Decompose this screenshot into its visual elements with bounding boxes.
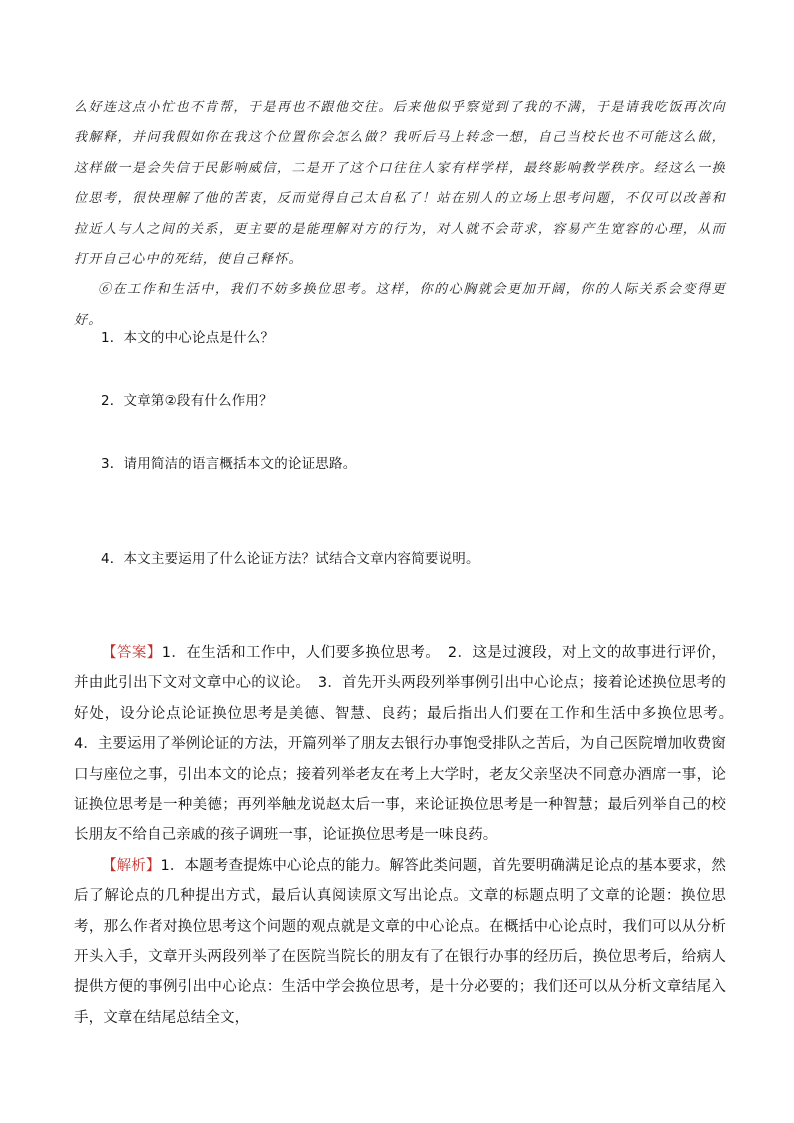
question-2: 2．文章第②段有什么作用？ [101,393,273,409]
passage-paragraph-5-continuation: 么好连这点小忙也不肯帮，于是再也不跟他交往。后来他似乎察觉到了我的不满，于是请我吃饭再次向我解释，并问我假如你在我这个位置你会怎么做？我听后马上转念一想，自己当校长也不可能这么做，这样做一是会失信于民影响威信，二是开了这个口往往人家有样学样，最终影响教学秩序。经这么一换位思考，很快理解了他的苦衷，反而觉得自己太自私了！站在别人的立场上思考问题，不仅可以改善和拉近人与人之间的关系，更主要的是能理解对方的行为，对人就不会苛求，容易产生宽容的心理，从而打开自己心中的死结，使自己释怀。 [74,100,726,268]
question-3: 3．请用简洁的语言概括本文的论证思路。 [101,456,357,472]
answer-section [74,638,741,1033]
analysis-paragraph [74,851,726,1033]
answer-paragraph [74,638,741,851]
analysis-label: 【解析】 [102,857,161,874]
question-4: 4．本文主要运用了什么论证方法？试结合文章内容简要说明。 [101,551,480,567]
passage-paragraph-6: ⑥在工作和生活中，我们不妨多换位思考。这样，你的心胸就会更加开阔，你的人际关系会变得更好。 [74,282,726,328]
answer-label: 【答案】 [102,645,162,661]
answer-text: 1．在生活和工作中，人们要多换位思考。 2．这是过渡段，对上文的故事进行评价，并由此引出下文对文章中心的议论。 3．首先开头两段列举事例引出中心论点；接着论述换位思考的好处，设分论点论证换位思考是美德、智慧、良药；最后指出人们要在工作和生活中多换位思考。 4．主要运用了举例论证的方法，开篇列举了朋友去银行办事饱受排队之苦后，为自己医院增加收费窗口与座位之事，引出本文的论点；接着列举老友在考上大学时，老友父亲坚决不同意办酒席一事，论证换位思考是一种美德；再列举触龙说赵太后一事，来论证换位思考是一种智慧；最后列举自己的校长朋友不给自己亲戚的孩子调班一事，论证换位思考是一味良药。 [74,645,741,844]
question-1: 1．本文的中心论点是什么？ [101,330,275,346]
reading-passage [74,93,726,336]
analysis-text: 1．本题考查提炼中心论点的能力。解答此类问题，首先要明确满足论点的基本要求，然后了解论点的几种提出方式，最后认真阅读原文写出论点。文章的标题点明了文章的论题：换位思考，那么作者对换位思考这个问题的观点就是文章的中心论点。在概括中心论点时，我们可以从分析开头入手，文章开头两段列举了在医院当院长的朋友有了在银行办事的经历后，换位思考后，给病人提供方便的事例引出中心论点：生活中学会换位思考，是十分必要的；我们还可以从分析文章结尾入手，文章在结尾总结全文， [74,857,726,1026]
